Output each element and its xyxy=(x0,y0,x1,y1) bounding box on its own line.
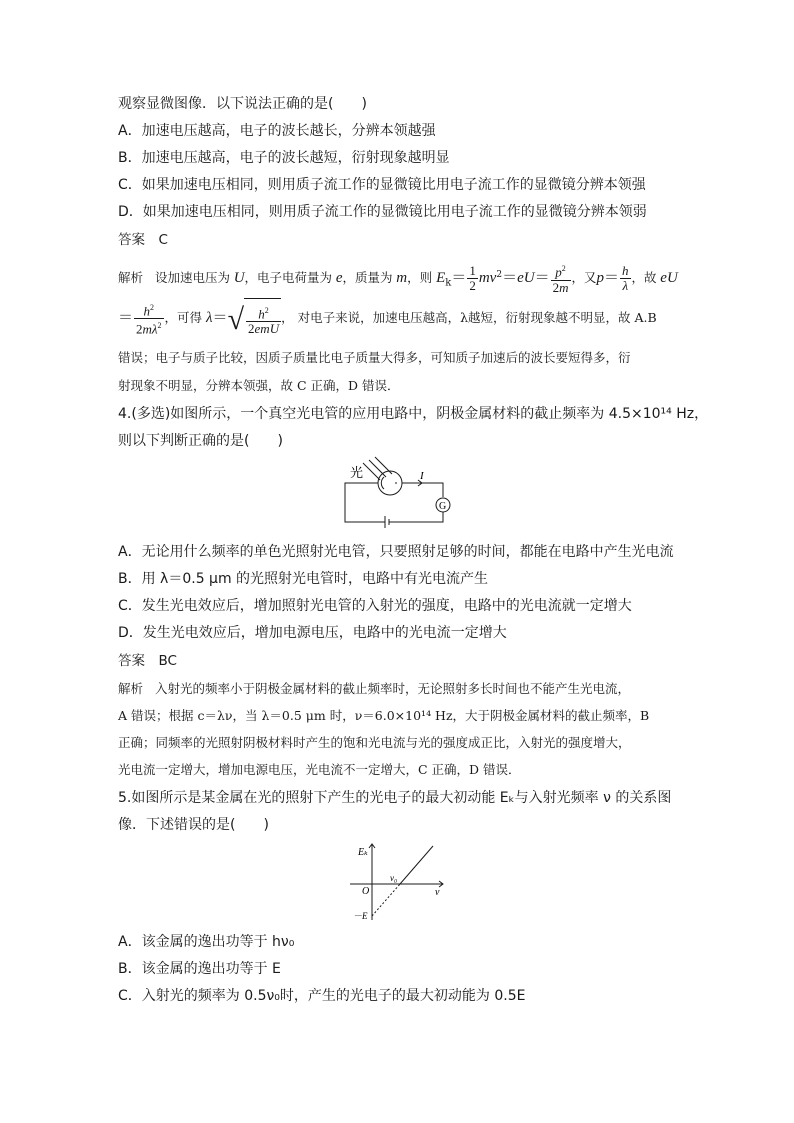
question-4-analysis-line-3: 正确；同频率的光照射阴极材料时产生的饱和光电流与光的强度成正比，入射光的强度增大， xyxy=(118,735,631,750)
light-ray xyxy=(363,463,380,480)
question-5-stem-line-1: 5.如图所示是某金属在光的照射下产生的光电子的最大初动能 Eₖ与入射光频率 ν 的关系图 xyxy=(118,790,672,806)
question-3-option-a: A．加速电压越高，电子的波长越长，分辨本领越强 xyxy=(118,123,436,139)
question-3-stem: 观察显微图像．以下说法正确的是( ) xyxy=(118,96,367,112)
question-4-answer: 答案 BC xyxy=(118,653,177,669)
question-3-option-c: C．如果加速电压相同，则用质子流工作的显微镜比用电子流工作的显微镜分辨本领强 xyxy=(118,177,646,193)
circuit-wire xyxy=(402,483,443,497)
current-label: I xyxy=(420,470,424,482)
question-3-analysis-line-1: 解析 设加速电压为 U，电子电荷量为 e，质量为 m，则 $E_k=$ $\frac{1}{2}$ $mv^2=eU=$ $\frac{p^2}{2m}$ ，又p＝ $\frac{h}{\lambda}$ ，故 eU xyxy=(118,263,678,295)
question-3-option-d: D．如果加速电压相同，则用质子流工作的显微镜比用电子流工作的显微镜分辨本领弱 xyxy=(118,204,647,220)
y-axis-label: Eₖ xyxy=(358,847,368,858)
cathode xyxy=(381,477,384,489)
analysis-text: ，故 xyxy=(631,270,657,286)
analysis-text: 设加速电压为 xyxy=(154,270,230,286)
question-3-analysis-line-3: 错误；电子与质子比较，因质子质量比电子质量大得多，可知质子加速后的波长要短得多，衍 xyxy=(118,350,631,365)
ek-vs-frequency-graph xyxy=(345,838,455,923)
threshold-frequency-label: ν₀ xyxy=(390,873,398,883)
question-4-stem-line-2: 则以下判断正确的是( ) xyxy=(118,433,283,449)
fraction: $\frac{1}{2}$ xyxy=(469,263,476,294)
question-4-option-c: C．发生光电效应后，增加照射光电管的入射光的强度，电路中的光电流就一定增大 xyxy=(118,598,632,614)
photocell-circuit-diagram xyxy=(340,455,465,530)
question-5-stem-line-2: 像．下述错误的是( ) xyxy=(118,817,269,833)
question-4-stem-line-1: 4.(多选)如图所示，一个真空光电管的应用电路中，阴极金属材料的截止频率为 4.5×10¹⁴ Hz， xyxy=(118,406,709,422)
analysis-text: ，又 xyxy=(571,270,597,286)
question-4-analysis-line-1 xyxy=(118,679,630,699)
circuit-wire xyxy=(389,512,443,522)
question-4-option-a: A．无论用什么频率的单色光照射光电管，只要照射足够的时间，都能在电路中产生光电流 xyxy=(118,544,674,560)
question-3-option-b: B．加速电压越高，电子的波长越短，衍射现象越明显 xyxy=(118,150,450,166)
question-4-option-d: D．发生光电效应后，增加电源电压，电路中的光电流一定增大 xyxy=(118,625,507,641)
question-5-option-b: B．该金属的逸出功等于 E xyxy=(118,961,281,977)
question-5-option-a: A．该金属的逸出功等于 hν₀ xyxy=(118,934,295,950)
fraction: $\frac{p^2}{2m}$ xyxy=(552,264,569,295)
analysis-label: 解析 xyxy=(118,681,144,696)
analysis-text: 入射光的频率小于阴极金属材料的截止频率时，无论照射多长时间也不能产生光电流， xyxy=(154,681,630,696)
intercept-label: －E xyxy=(353,911,368,921)
analysis-text: ，电子电荷量为 xyxy=(244,270,333,286)
analysis-label: 解析 xyxy=(118,270,144,286)
light-ray xyxy=(369,460,386,477)
question-4-option-b: B．用 λ＝0.5 μm 的光照射光电管时，电路中有光电流产生 xyxy=(118,571,489,587)
analysis-text: ，质量为 xyxy=(342,270,393,286)
question-4-analysis-line-2: A 错误；根据 c＝λν，当 λ＝0.5 μm 时，ν＝6.0×10¹⁴ Hz，大于阴极金属材料的截止频率，B xyxy=(118,708,650,723)
analysis-text: 对电子来说，加速电压越高，λ越短，衍射现象越不明显，故 A.B xyxy=(297,310,657,325)
question-5-option-c: C．入射光的频率为 0.5ν₀时，产生的光电子的最大初动能为 0.5E xyxy=(118,988,526,1004)
x-axis-label: ν xyxy=(435,887,440,898)
fraction: $\frac{h}{\lambda}$ xyxy=(622,263,629,294)
analysis-text: ，可得 xyxy=(164,310,203,325)
question-4-analysis-line-4: 光电流一定增大，增加电源电压，光电流不一定增大，C 正确，D 错误． xyxy=(118,762,521,777)
question-3-analysis-line-2: ＝ $\frac{h^2}{2m\lambda^2}$ ，可得 λ＝√ $\frac{h^2}{\text{2emU}}$ ， 对电子来说，加速电压越高，λ越短，衍射现象越不明显，故 A.B xyxy=(118,298,657,338)
square-root: √ $\frac{h^2}{\text{2emU}}$ xyxy=(228,298,282,339)
ek-line-extension xyxy=(372,884,400,916)
analysis-text: ，则 xyxy=(407,270,433,286)
fraction: $\frac{h^2}{2m\lambda^2}$ xyxy=(136,302,162,337)
question-3-answer: 答案 C xyxy=(118,232,168,248)
question-3-analysis-line-4: 射现象不明显，分辨本领强，故 C 正确，D 错误． xyxy=(118,378,400,393)
light-label: 光 xyxy=(350,465,364,480)
galvanometer-label: G xyxy=(439,501,447,512)
ek-line xyxy=(400,846,433,884)
origin-label: O xyxy=(362,886,370,897)
